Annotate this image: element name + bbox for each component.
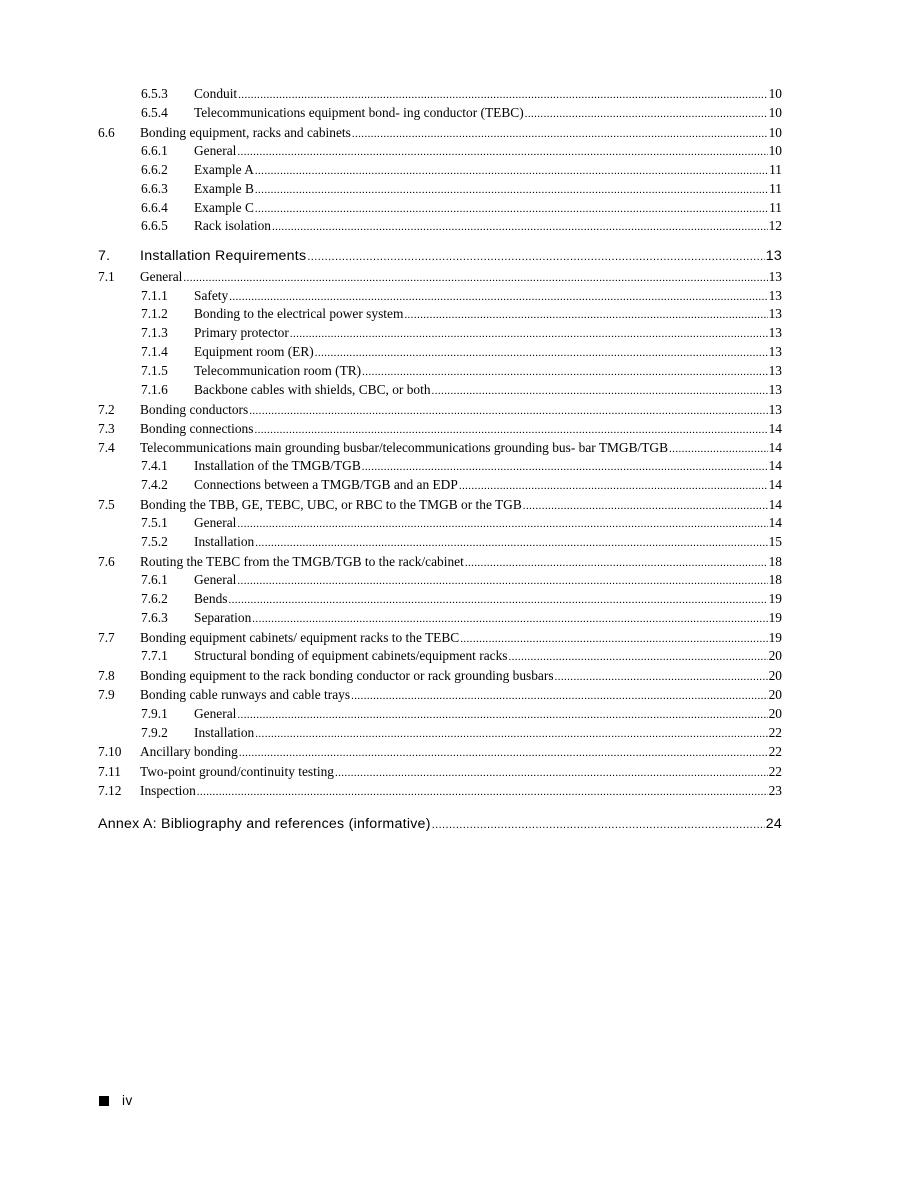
toc-entry[interactable] <box>98 742 782 761</box>
toc-entry-page: 20 <box>768 705 782 721</box>
toc-entry[interactable] <box>98 814 782 834</box>
toc-entry-title: Connections between a TMGB/TGB and an EDP <box>194 477 458 493</box>
toc-entry-title: Structural bonding of equipment cabinets/equipment racks <box>194 648 508 664</box>
dot-leader <box>362 362 767 382</box>
toc-entry-title: Bonding connections <box>140 420 254 436</box>
dot-leader <box>351 685 768 706</box>
dot-leader <box>465 552 768 573</box>
toc-entry[interactable] <box>98 324 782 343</box>
dot-leader <box>272 217 768 237</box>
toc-entry[interactable] <box>98 495 782 514</box>
toc-entry-page: 24 <box>765 816 782 833</box>
dot-leader <box>669 438 768 459</box>
toc-entry-page: 14 <box>768 440 782 456</box>
dot-leader <box>459 476 768 496</box>
toc-entry-title: Example B <box>194 180 254 196</box>
toc-entry-page: 13 <box>768 344 782 360</box>
toc-entry-number: 7.1 <box>98 269 115 285</box>
page-number: iv <box>122 1093 133 1108</box>
toc-entry-page: 13 <box>768 306 782 322</box>
toc-entry-title: Installation <box>194 724 255 740</box>
toc-entry-number: 7.6.3 <box>141 610 168 626</box>
toc-entry-number: 7.3 <box>98 420 115 436</box>
toc-entry-title: General <box>194 705 237 721</box>
toc-entry[interactable] <box>98 381 782 400</box>
toc-entry-page: 14 <box>768 515 782 531</box>
toc-entry-title: General <box>194 142 237 158</box>
toc-entry-number: 7.1.6 <box>141 381 168 397</box>
toc-entry-page: 23 <box>768 782 782 798</box>
dot-leader <box>255 199 768 219</box>
dot-leader <box>237 571 767 591</box>
toc-entry-title: Bonding cable runways and cable trays <box>140 687 351 703</box>
toc-entry-number: 6.6 <box>98 124 115 140</box>
toc-entry-number: 7.4.1 <box>141 458 168 474</box>
toc-entry-page: 13 <box>768 269 782 285</box>
toc-entry-title: Rack isolation <box>194 218 271 234</box>
toc-entry[interactable] <box>98 571 782 590</box>
toc-entry-title: Telecommunications equipment bond- ing conductor (TEBC) <box>194 104 524 120</box>
toc-entry[interactable] <box>98 552 782 571</box>
toc-entry-title: Bonding to the electrical power system <box>194 306 404 322</box>
toc-entry[interactable] <box>98 609 782 628</box>
dot-leader <box>307 246 764 267</box>
toc-entry-title: Safety <box>194 287 229 303</box>
toc-entry-page: 22 <box>768 744 782 760</box>
page-footer <box>99 1093 133 1108</box>
toc-entry-number: 7.9 <box>98 687 115 703</box>
toc-entry[interactable] <box>98 199 782 218</box>
toc-entry[interactable] <box>98 647 782 666</box>
toc-entry-title: Example A <box>194 161 254 177</box>
toc-entry-page: 19 <box>768 610 782 626</box>
toc-entry[interactable] <box>98 246 782 266</box>
toc-entry[interactable] <box>98 705 782 724</box>
dot-leader <box>404 305 767 325</box>
toc-entry[interactable] <box>98 305 782 324</box>
toc-entry-page: 14 <box>768 477 782 493</box>
toc-entry[interactable] <box>98 666 782 685</box>
toc-entry[interactable] <box>98 104 782 123</box>
toc-entry-page: 14 <box>768 458 782 474</box>
toc-entry-title: Ancillary bonding <box>140 744 238 760</box>
toc-entry-page: 10 <box>768 104 782 120</box>
dot-leader <box>432 381 768 401</box>
toc-entry-number: 6.6.5 <box>141 218 168 234</box>
toc-entry[interactable] <box>98 762 782 781</box>
toc-entry-title: Example C <box>194 199 254 215</box>
toc-entry-number: 7.2 <box>98 401 115 417</box>
dot-leader <box>362 457 768 477</box>
toc-entry-number: 7.1.1 <box>141 287 168 303</box>
toc-entry-title: Annex A: Bibliography and references (informative) <box>98 816 431 833</box>
toc-entry-page: 10 <box>768 142 782 158</box>
dot-leader <box>315 343 768 363</box>
toc-entry-number: 7.12 <box>98 782 122 798</box>
toc-entry-page: 13 <box>765 248 782 265</box>
toc-entry[interactable] <box>98 590 782 609</box>
toc-entry[interactable] <box>98 343 782 362</box>
dot-leader <box>255 533 767 553</box>
toc-entry-number: 7.6.1 <box>141 572 168 588</box>
dot-leader <box>335 762 768 783</box>
toc-entry-title: Inspection <box>140 782 196 798</box>
toc-entry[interactable] <box>98 85 782 104</box>
dot-leader <box>237 705 767 725</box>
toc-entry-number: 7.1.4 <box>141 344 168 360</box>
dot-leader <box>197 781 768 802</box>
square-bullet-icon <box>99 1096 109 1106</box>
toc-entry-number: 7. <box>98 248 111 265</box>
toc-entry-number: 7.6 <box>98 554 115 570</box>
toc-entry-number: 7.4.2 <box>141 477 168 493</box>
toc-entry-number: 6.6.4 <box>141 199 168 215</box>
dot-leader <box>525 104 768 124</box>
toc-entry[interactable] <box>98 419 782 438</box>
toc-entry[interactable] <box>98 476 782 495</box>
toc-entry-number: 7.9.2 <box>141 724 168 740</box>
toc-entry[interactable] <box>98 161 782 180</box>
dot-leader <box>508 647 767 667</box>
toc-entry[interactable] <box>98 781 782 800</box>
toc-entry[interactable] <box>98 724 782 743</box>
dot-leader <box>523 495 768 516</box>
toc-entry[interactable] <box>98 123 782 142</box>
toc-entry-page: 11 <box>769 180 782 196</box>
dot-leader <box>254 419 767 440</box>
toc-entry-page: 13 <box>768 381 782 397</box>
toc-entry-page: 11 <box>769 161 782 177</box>
dot-leader <box>239 742 768 763</box>
dot-leader <box>290 324 768 344</box>
toc-entry-title: Primary protector <box>194 325 289 341</box>
toc-entry-title: Two-point ground/continuity testing <box>140 763 334 779</box>
toc-entry-number: 7.6.2 <box>141 591 168 607</box>
toc-entry[interactable] <box>98 180 782 199</box>
dot-leader <box>183 267 767 288</box>
toc-entry-number: 7.11 <box>98 763 121 779</box>
toc-entry-number: 7.8 <box>98 668 115 684</box>
toc-entry-title: General <box>140 269 183 285</box>
dot-leader <box>249 400 767 421</box>
toc-entry-number: 7.7.1 <box>141 648 168 664</box>
toc-entry-title: Equipment room (ER) <box>194 344 314 360</box>
toc-entry-title: General <box>194 515 237 531</box>
toc-entry-page: 13 <box>768 287 782 303</box>
toc-entry-title: Separation <box>194 610 252 626</box>
toc-entry[interactable] <box>98 514 782 533</box>
toc-entry-title: Backbone cables with shields, CBC, or both <box>194 381 431 397</box>
dot-leader <box>555 666 768 687</box>
toc-entry-number: 6.6.2 <box>141 161 168 177</box>
toc-entry[interactable] <box>98 142 782 161</box>
toc-entry-title: Bonding conductors <box>140 401 249 417</box>
dot-leader <box>229 287 767 307</box>
toc-entry-number: 7.1.3 <box>141 325 168 341</box>
toc-entry-page: 10 <box>768 124 782 140</box>
toc-entry-page: 15 <box>768 534 782 550</box>
dot-leader <box>238 85 767 105</box>
dot-leader <box>252 609 767 629</box>
toc-entry-number: 6.5.4 <box>141 104 168 120</box>
toc-entry-number: 7.10 <box>98 744 122 760</box>
toc-entry-number: 7.5 <box>98 497 115 513</box>
toc-entry-title: Conduit <box>194 86 238 101</box>
toc-entry-title: Installation Requirements <box>140 248 307 265</box>
toc-entry[interactable] <box>98 217 782 236</box>
toc-entry-number: 7.5.2 <box>141 534 168 550</box>
toc-entry-number: 7.4 <box>98 440 115 456</box>
dot-leader <box>237 514 767 534</box>
dot-leader <box>352 123 768 144</box>
toc-entry-page: 14 <box>768 497 782 513</box>
toc-entry[interactable] <box>98 362 782 381</box>
toc-entry[interactable] <box>98 267 782 286</box>
toc-entry-page: 12 <box>768 218 782 234</box>
toc-entry-title: General <box>194 572 237 588</box>
toc-entry-number: 6.5.3 <box>141 86 168 101</box>
toc-entry-title: Bends <box>194 591 228 607</box>
toc-entry-title: Telecommunications main grounding busbar/telecommunications grounding bus- bar TMGB/TGB <box>140 440 669 456</box>
toc-entry[interactable] <box>98 533 782 552</box>
toc-entry-title: Bonding equipment cabinets/ equipment racks to the TEBC <box>140 629 460 645</box>
toc-entry-number: 6.6.3 <box>141 180 168 196</box>
toc-entry-page: 11 <box>769 199 782 215</box>
dot-leader <box>237 142 767 162</box>
toc-entry-page: 20 <box>768 687 782 703</box>
toc-entry-page: 20 <box>768 668 782 684</box>
dot-leader <box>255 724 767 744</box>
toc-entry-page: 19 <box>768 629 782 645</box>
toc-entry[interactable] <box>98 628 782 647</box>
toc-entry-title: Telecommunication room (TR) <box>194 362 362 378</box>
toc-entry-page: 13 <box>768 362 782 378</box>
dot-leader <box>228 590 767 610</box>
toc-entry-number: 7.7 <box>98 629 115 645</box>
toc-entry[interactable] <box>98 457 782 476</box>
toc-entry-title: Routing the TEBC from the TMGB/TGB to the rack/cabinet <box>140 554 464 570</box>
toc-entry-title: Bonding equipment, racks and cabinets <box>140 124 351 140</box>
toc-entry[interactable] <box>98 400 782 419</box>
table-of-contents <box>98 85 782 835</box>
toc-entry-page: 19 <box>768 591 782 607</box>
toc-entry-page: 22 <box>768 763 782 779</box>
toc-entry[interactable] <box>98 287 782 306</box>
toc-entry[interactable] <box>98 438 782 457</box>
toc-entry-number: 6.6.1 <box>141 142 168 158</box>
toc-entry-page: 13 <box>768 325 782 341</box>
toc-entry-page: 10 <box>768 86 782 101</box>
toc-entry-page: 13 <box>768 401 782 417</box>
dot-leader <box>255 161 768 181</box>
toc-entry-page: 22 <box>768 724 782 740</box>
toc-entry-number: 7.9.1 <box>141 705 168 721</box>
toc-entry-page: 18 <box>768 572 782 588</box>
dot-leader <box>432 814 765 835</box>
dot-leader <box>460 628 767 649</box>
toc-entry-page: 18 <box>768 554 782 570</box>
toc-entry-number: 7.1.5 <box>141 362 168 378</box>
toc-entry-page: 14 <box>768 420 782 436</box>
toc-entry-page: 20 <box>768 648 782 664</box>
toc-entry-title: Installation of the TMGB/TGB <box>194 458 361 474</box>
toc-entry-title: Installation <box>194 534 255 550</box>
toc-entry-number: 7.1.2 <box>141 306 168 322</box>
toc-entry-title: Bonding the TBB, GE, TEBC, UBC, or RBC to the TMGB or the TGB <box>140 497 522 513</box>
toc-entry-number: 7.5.1 <box>141 515 168 531</box>
toc-entry[interactable] <box>98 685 782 704</box>
dot-leader <box>255 180 768 200</box>
toc-entry-title: Bonding equipment to the rack bonding conductor or rack grounding busbars <box>140 668 554 684</box>
